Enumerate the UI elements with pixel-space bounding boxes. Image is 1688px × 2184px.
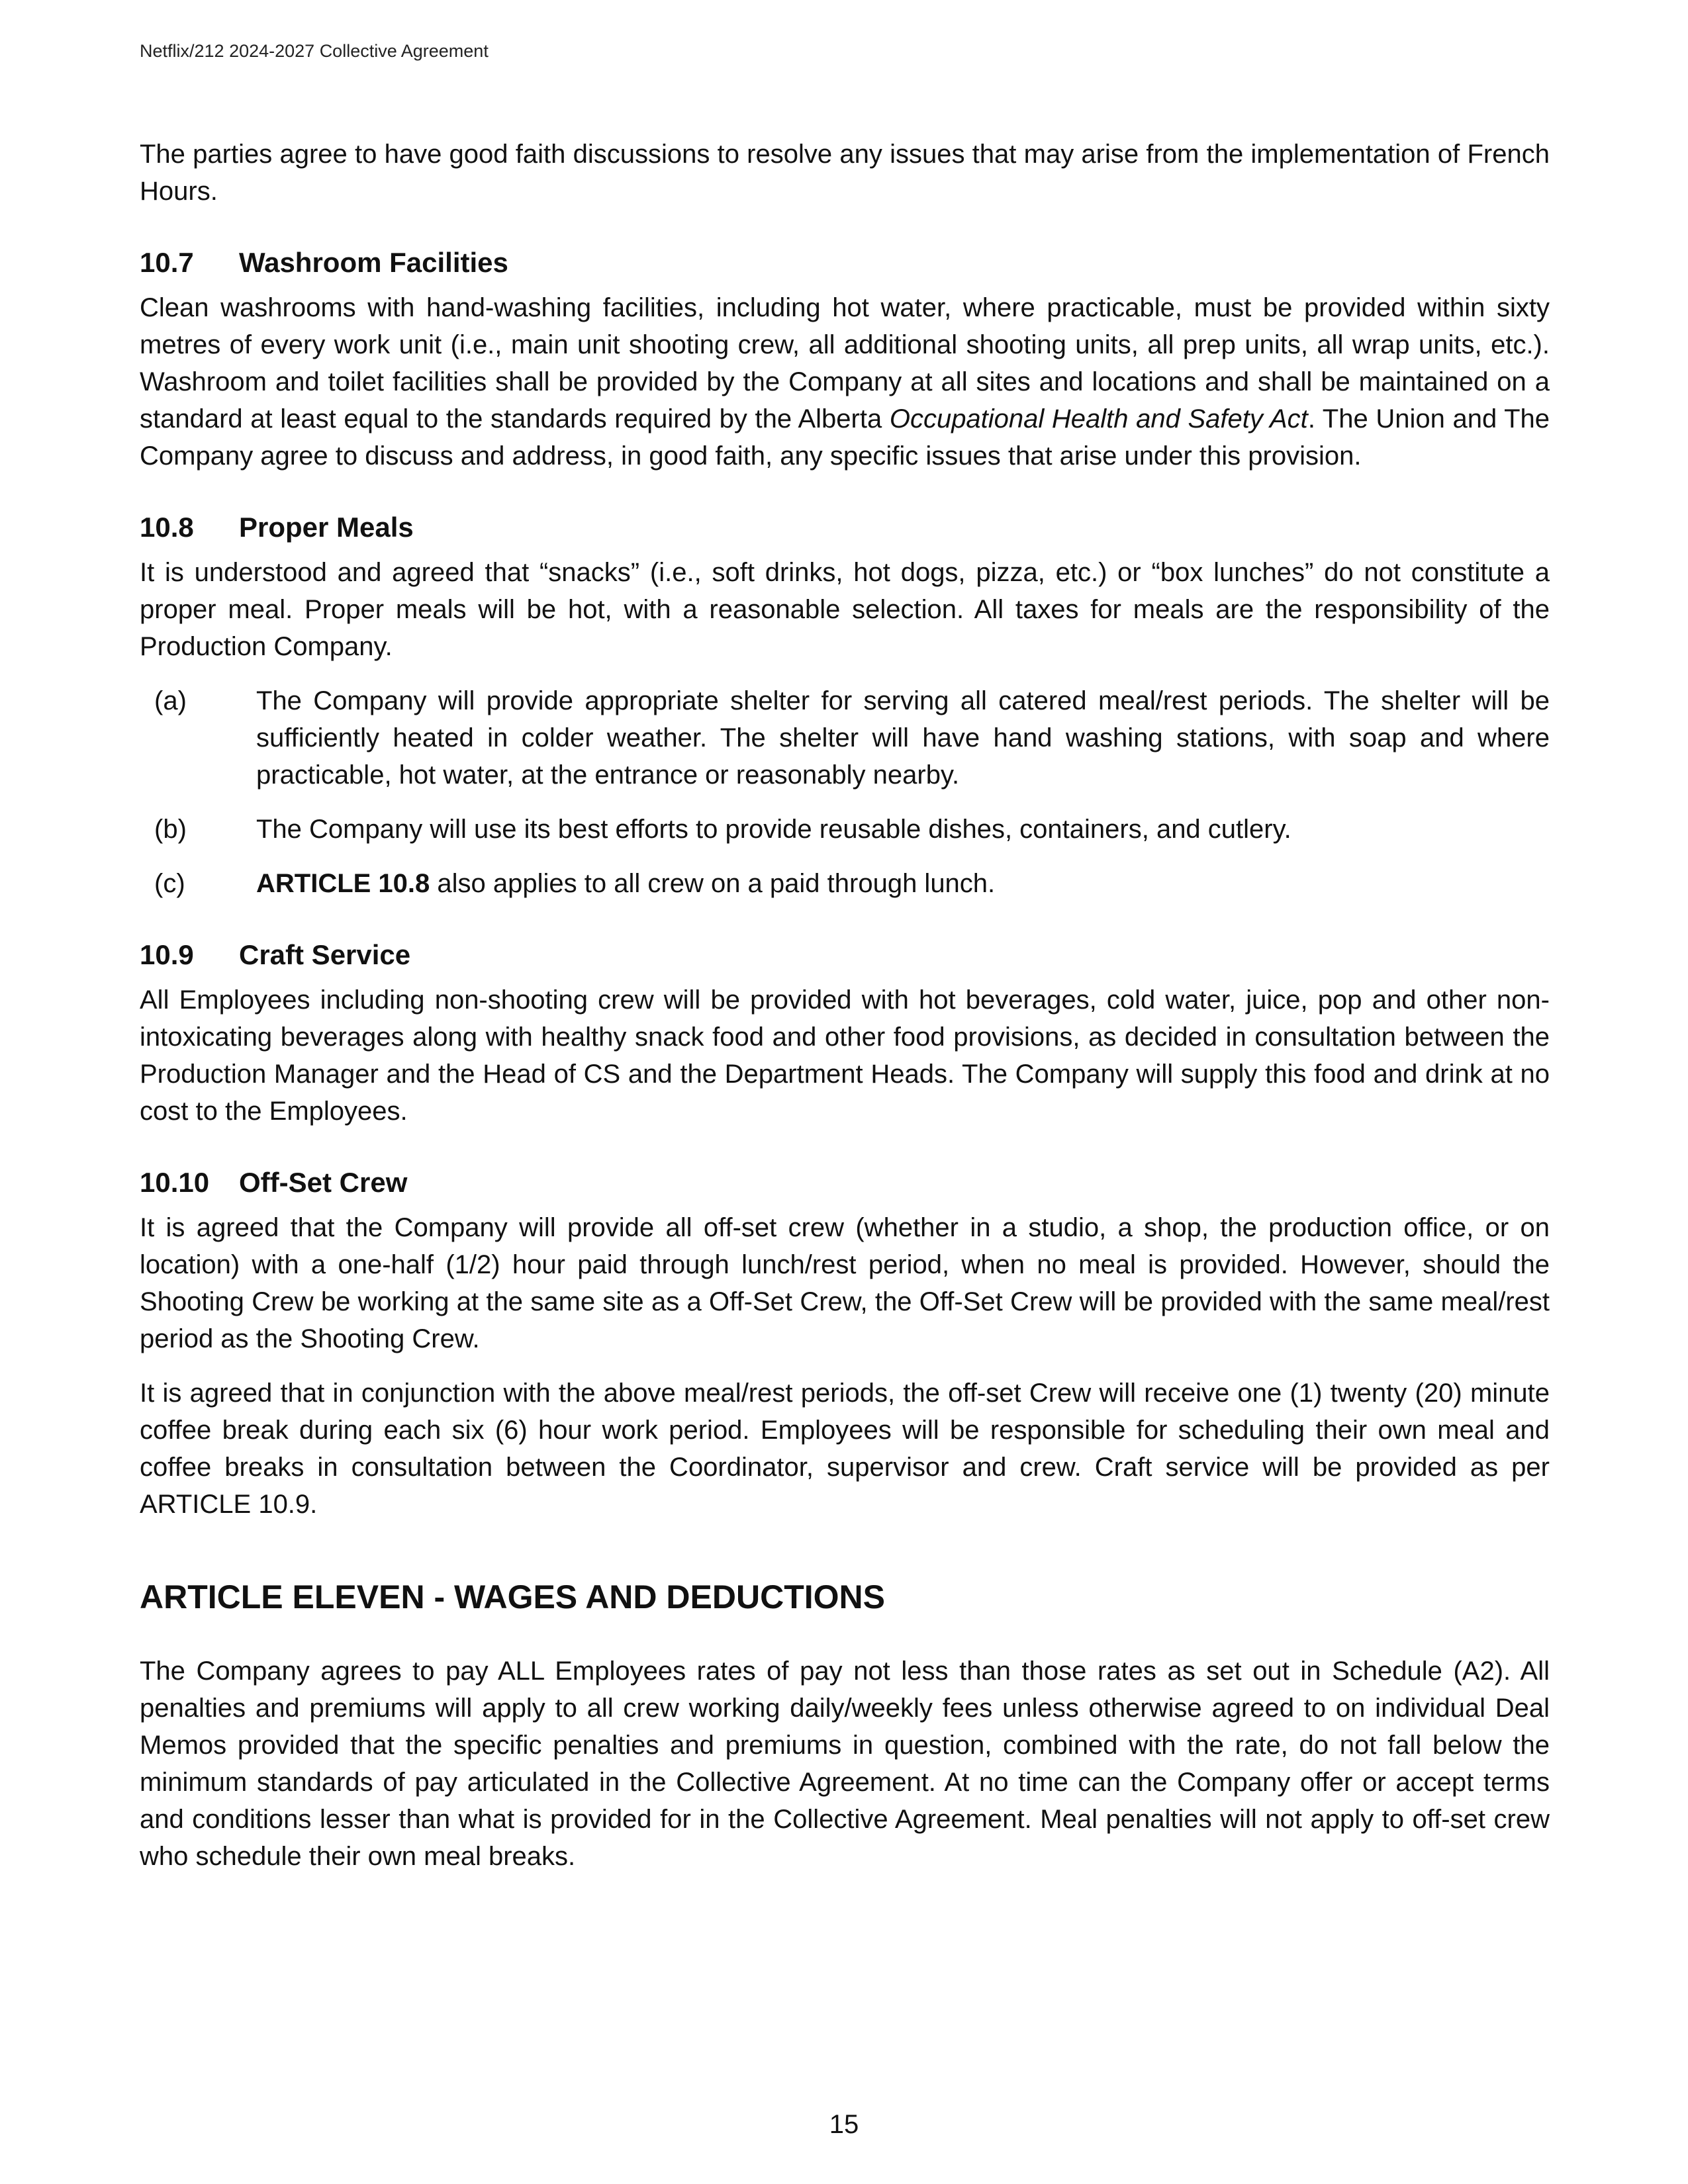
act-name: Occupational Health and Safety Act: [889, 404, 1308, 433]
washroom-paragraph: [140, 289, 1550, 475]
section-title: Proper Meals: [239, 512, 414, 543]
list-item-a: [154, 682, 1550, 794]
off-set-paragraph-1: It is agreed that the Company will provide all off-set crew (whether in a studio, a shop, the production office, or on location) with a one-half (1/2) hour paid through lunch/rest period, when no meal is provided. However, should the Shooting Crew be working at the same site as a Off-Set Crew, the Off-Set Crew will be provided with the same meal/rest period as the Shooting Crew.: [140, 1213, 1550, 1353]
list-item-c: [154, 865, 1550, 902]
section-number: 10.8: [140, 512, 194, 543]
section-heading-10-10: [140, 1164, 1550, 1201]
craft-service-paragraph: All Employees including non-shooting crew will be provided with hot beverages, cold water, juice, pop and other non-intoxicating beverages along with healthy snack food and other food provisions, as decided in consultation between the Production Manager and the Head of CS and the Department Heads. The Company will supply this food and drink at no cost to the Employees.: [140, 985, 1550, 1126]
article-reference: ARTICLE 10.8: [256, 869, 430, 898]
intro-paragraph: The parties agree to have good faith discussions to resolve any issues that may arise from the implementation of French Hours.: [140, 140, 1550, 206]
page-number: 15: [829, 2110, 859, 2139]
section-number: 10.10: [140, 1167, 210, 1198]
section-heading-10-9: [140, 936, 1550, 974]
list-item-b: [154, 811, 1550, 848]
section-heading-10-8: [140, 509, 1550, 546]
document-header: Netflix/212 2024-2027 Collective Agreement: [140, 41, 489, 61]
section-number: 10.7: [140, 247, 194, 278]
document-body: [140, 136, 1550, 1875]
list-label: (c): [154, 869, 185, 898]
section-title: Washroom Facilities: [239, 247, 508, 278]
list-text-rest: also applies to all crew on a paid through lunch.: [430, 869, 996, 898]
section-title: Off-Set Crew: [239, 1167, 408, 1198]
list-label: (b): [154, 815, 187, 844]
section-number: 10.9: [140, 939, 194, 970]
section-heading-10-7: [140, 244, 1550, 281]
list-text: [256, 865, 1550, 902]
meals-paragraph: It is understood and agreed that “snacks” (i.e., soft drinks, hot dogs, pizza, etc.) or “box lunches” do not constitute a proper meal. Proper meals will be hot, with a reasonable selection. All taxes for meals are the responsibility of the Production Company.: [140, 558, 1550, 661]
washroom-text-part1: Clean washrooms with hand-washing facilities, including hot water, where practicable, must be provided within sixty metres of every work unit (i.e., main unit shooting crew, all additional shooting units, all prep units, all wrap units, etc.). Washroom and toilet facilities shall be provided by the Company at all sites and locations and shall be maintained on a standard at least equal to the standards required by the Alberta: [140, 293, 1550, 433]
off-set-paragraph-2: It is agreed that in conjunction with the above meal/rest periods, the off-set Crew will receive one (1) twenty (20) minute coffee break during each six (6) hour work period. Employees will be responsible for scheduling their own meal and coffee breaks in consultation between the Coordinator, supervisor and crew. Craft service will be provided as per ARTICLE 10.9.: [140, 1379, 1550, 1519]
wages-paragraph: The Company agrees to pay ALL Employees rates of pay not less than those rates as set out in Schedule (A2). All penalties and premiums will apply to all crew working daily/weekly fees unless otherwise agreed to on individual Deal Memos provided that the specific penalties and premiums in question, combined with the rate, do not fall below the minimum standards of pay articulated in the Collective Agreement. At no time can the Company offer or accept terms and conditions lesser than what is provided for in the Collective Agreement. Meal penalties will not apply to off-set crew who schedule their own meal breaks.: [140, 1657, 1550, 1871]
article-eleven-heading: ARTICLE ELEVEN - WAGES AND DEDUCTIONS: [140, 1578, 885, 1615]
section-title: Craft Service: [239, 939, 411, 970]
list-label: (a): [154, 686, 187, 715]
list-text: The Company will use its best efforts to provide reusable dishes, containers, and cutlery.: [256, 815, 1291, 844]
list-text: The Company will provide appropriate shelter for serving all catered meal/rest periods. The shelter will be sufficiently heated in colder weather. The shelter will have hand washing stations, with soap and where practicable, hot water, at the entrance or reasonably nearby.: [256, 686, 1550, 790]
washroom-text-part2: . The Union and The Company agree to discuss and address, in good faith, any specific issues that arise under this provision.: [140, 404, 1550, 471]
